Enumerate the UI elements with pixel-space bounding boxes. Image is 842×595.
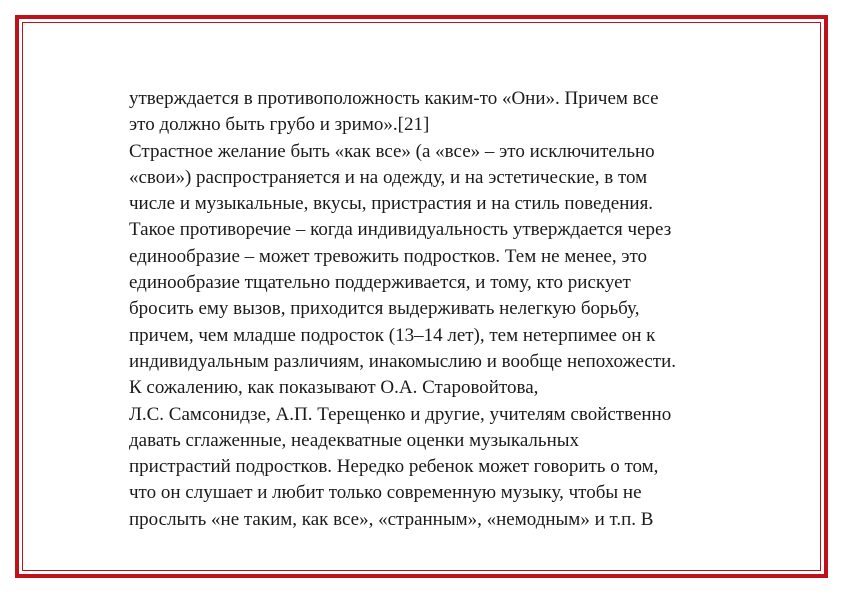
text-line: индивидуальным различиям, инакомыслию и вообще непохожести. — [129, 350, 677, 372]
text-line: это должно быть грубо и зримо».[21] — [129, 114, 430, 136]
text-line: «свои») распространяется и на одежду, и на эстетические, в том — [129, 166, 648, 188]
body-text — [129, 86, 769, 533]
text-line: К сожалению, как показывают О.А. Старовойтова, — [129, 377, 539, 399]
text-line: утверждается в противоположность каким-то «Они». Причем все — [129, 88, 659, 109]
text-line: пристрастий подростков. Нередко ребенок может говорить о том, — [129, 456, 659, 478]
text-line: причем, чем младше подросток (13–14 лет), тем нетерпимее он к — [129, 324, 656, 346]
text-line: Л.С. Самсонидзе, А.П. Терещенко и другие, учителям свойственно — [129, 403, 672, 425]
text-line: Такое противоречие – когда индивидуальность утверждается через — [129, 219, 672, 241]
text-line: что он слушает и любит только современную музыку, чтобы не — [129, 482, 642, 504]
text-line: бросить ему вызов, приходится выдерживать нелегкую борьбу, — [129, 298, 640, 320]
text-line: Страстное желание быть «как все» (а «все» – это исключительно — [129, 140, 655, 162]
text-line: числе и музыкальные, вкусы, пристрастия и на стиль поведения. — [129, 193, 654, 215]
text-line: единообразие – может тревожить подростков. Тем не менее, это — [129, 245, 648, 267]
text-line: единообразие тщательно поддерживается, и тому, кто рискует — [129, 272, 631, 294]
text-line: давать сглаженные, неадекватные оценки музыкальных — [129, 429, 580, 451]
text-line: прослыть «не таким, как все», «странным», «немодным» и т.п. В — [129, 508, 654, 530]
